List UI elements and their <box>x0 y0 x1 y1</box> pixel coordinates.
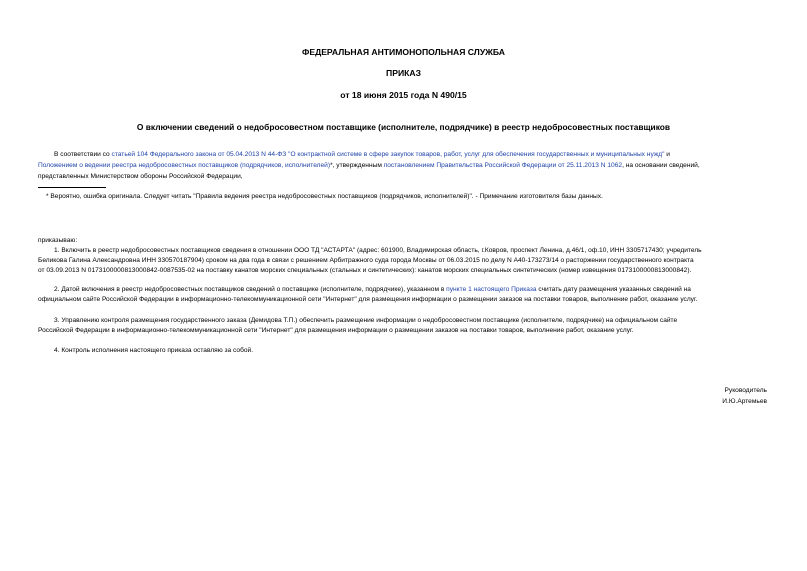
order-point-1-link[interactable]: пункте 1 настоящего Приказа <box>446 286 537 293</box>
government-decree-link[interactable]: постановлением Правительства Российской Федерации от 25.11.2013 N 1062 <box>383 162 623 169</box>
intro-line-3: представленных Министерством обороны Российской Федерации, <box>38 173 243 180</box>
item-1-line-1: 1. Включить в реестр недобросовестных поставщиков сведения в отношении ООО ТД "АСТАРТА" (адрес: 601900, Владимирская область, г.Ковров, проспект Ленина, д.46/1, оф.10, ИНН 3305717430; учредитель <box>54 247 702 254</box>
order-word: приказываю: <box>38 237 78 244</box>
footnote-divider <box>38 187 106 188</box>
item-3-line-1: 3. Управлению контроля размещения государственного заказа (Демидова Т.П.) обеспечить размещение информации о недобросовестном поставщике (исполнителе, подрядчике) на официальном сайте <box>54 317 678 324</box>
document-type: ПРИКАЗ <box>386 68 421 78</box>
item-1-line-3: от 03.09.2013 N 0173100000813000842-0087535-02 на поставку канатов морских специальных (стальных и синтетических): канатов морских специальных синтетических (номер извещения 0173100000813000842). <box>38 267 692 274</box>
item-4: 4. Контроль исполнения настоящего приказа оставляю за собой. <box>54 347 254 354</box>
intro-line-1: В соответствии со статьей 104 Федерального закона от 05.04.2013 N 44-ФЗ "О контрактной системе в сфере закупок товаров, работ, услуг для обеспечения государственных и муниципальных нужд" и <box>54 151 670 158</box>
item-2-line-1: 2. Датой включения в реестр недобросовестных поставщиков сведений о поставщике (исполнителе, подрядчике), указанном в пункте 1 настоящего Приказа считать дату размещения указанных сведений на <box>54 286 691 293</box>
item-2-line-2: официальном сайте Российской Федерации в информационно-телекоммуникационной сети "Интернет" для размещения информации о размещении заказов на поставки товаров, выполнение работ, оказание услуг. <box>38 296 698 303</box>
document-date-number: от 18 июня 2015 года N 490/15 <box>340 90 467 100</box>
registry-regulation-link[interactable]: Положением о ведении реестра недобросовестных поставщиков (подрядчиков, исполнителей) <box>38 162 331 169</box>
signature-title: Руководитель <box>724 387 767 394</box>
intro-line-2: Положением о ведении реестра недобросовестных поставщиков (подрядчиков, исполнителей)*, утвержденным постановлением Правительства Российской Федерации от 25.11.2013 N 1062, на основании сведений, <box>38 162 700 169</box>
item-3-line-2: Российской Федерации в информационно-телекоммуникационной сети "Интернет" для размещения информации о размещении заказов на поставки товаров, выполнение работ, оказание услуг. <box>38 327 634 334</box>
footnote: * Вероятно, ошибка оригинала. Следует читать "Правила ведения реестра недобросовестных поставщиков (подрядчиков, исполнителей)". - Примечание изготовителя базы данных. <box>46 193 603 200</box>
signature-name: И.Ю.Артемьев <box>722 398 767 405</box>
law-article-link[interactable]: статьей 104 Федерального закона от 05.04.2013 N 44-ФЗ "О контрактной системе в сфере закупок товаров, работ, услуг для обеспечения государственных и муниципальных нужд" <box>111 151 665 158</box>
document-subject: О включении сведений о недобросовестном поставщике (исполнителе, подрядчике) в реестр недобросовестных поставщиков <box>136 122 671 132</box>
item-1-line-2: Беликова Галина Александровна ИНН 330570187904) сроком на два года в связи с решением Арбитражного суда города Москвы от 06.03.2015 по делу N А40-173273/14 о расторжении государственного контракта <box>38 257 694 264</box>
organization-title: ФЕДЕРАЛЬНАЯ АНТИМОНОПОЛЬНАЯ СЛУЖБА <box>302 47 505 57</box>
